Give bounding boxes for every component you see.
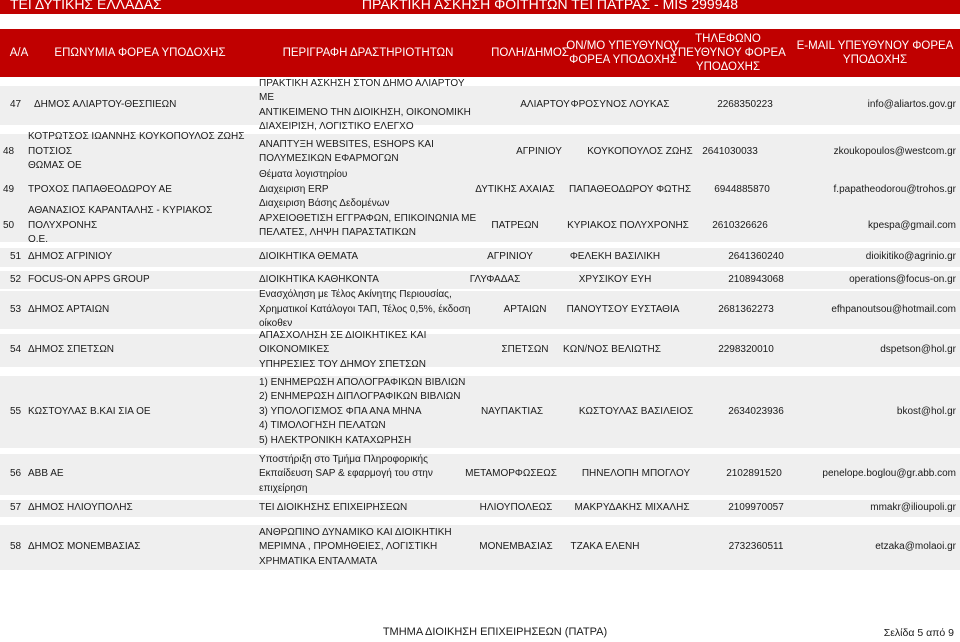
- host-name: ΔΗΜΟΣ ΑΓΡΙΝΙΟΥ: [28, 251, 113, 263]
- city: ΑΓΡΙΝΙΟΥ: [487, 251, 533, 263]
- phone: 2681362273: [718, 303, 774, 315]
- table-row: [0, 454, 960, 495]
- contact-person: ΚΥΡΙΑΚΟΣ ΠΟΛΥΧΡΟΝΗΣ: [567, 219, 689, 231]
- row-number: 55: [10, 405, 22, 417]
- table-row: [0, 376, 960, 448]
- program-title: ΠΡΑΚΤΙΚΗ ΑΣΚΗΣΗ ΦΟΙΤΗΤΩΝ ΤΕΙ ΠΑΤΡΑΣ - MIS 299948: [361, 0, 739, 12]
- email: penelope.boglou@gr.abb.com: [822, 468, 956, 480]
- email: efhpanoutsou@hotmail.com: [831, 303, 956, 315]
- contact-person: ΚΟΥΚΟΠΟΥΛΟΣ ΖΩΗΣ: [587, 145, 693, 157]
- contact-person: ΚΩΝ/ΝΟΣ ΒΕΛΙΩΤΗΣ: [563, 344, 661, 356]
- host-name: ΚΩΣΤΟΥΛΑΣ Β.ΚΑΙ ΣΙΑ ΟΕ: [28, 405, 151, 417]
- email: dioikitiko@agrinio.gr: [865, 251, 956, 263]
- activity-description: ΤΕΙ ΔΙΟΙΚΗΣΗΣ ΕΠΙΧΕΙΡΗΣΕΩΝ: [259, 502, 408, 514]
- email: info@aliartos.gov.gr: [867, 99, 956, 111]
- city: ΑΡΤΑΙΩΝ: [503, 303, 547, 315]
- activity-description: ΔΙΟΙΚΗΤΙΚΑ ΚΑΘΗΚΟΝΤΑ: [259, 273, 379, 285]
- contact-person: ΚΩΣΤΟΥΛΑΣ ΒΑΣΙΛΕΙΟΣ: [578, 405, 694, 417]
- table-row: [0, 77, 960, 132]
- header-desc: ΠΕΡΙΓΡΑΦΗ ΔΡΑΣΤΗΡΙΟΤΗΤΩΝ: [282, 47, 454, 59]
- row-number: 53: [10, 303, 22, 315]
- host-name: ABB AE: [28, 468, 64, 480]
- activity-description: 1) ΕΝΗΜΕΡΩΣΗ ΑΠΟΛΟΓΡΑΦΙΚΩΝ ΒΙΒΛΙΩΝ 2) ΕΝΗΜΕΡΩΣΗ ΔΙΠΛΟΓΡΑΦΙΚΩΝ ΒΙΒΛΙΩΝ 3) ΥΠΟΛΟΓΙΣΜΟΣ ΦΠΑ ΑΝΑ ΜΗΝΑ 4) ΤΙΜΟΛΟΓΗΣΗ ΠΕΛΑΤΩΝ 5) ΗΛΕΚΤΡΟΝΙΚΗ ΚΑΤΑΧΩΡΗΣΗ: [259, 376, 466, 446]
- phone: 2298320010: [718, 344, 774, 356]
- header-city: ΠΟΛΗ/ΔΗΜΟΣ: [491, 47, 569, 59]
- contact-person: ΦΕΛΕΚΗ ΒΑΣΙΛΙΚΗ: [569, 251, 661, 263]
- row-number: 52: [10, 273, 22, 285]
- city: ΝΑΥΠΑΚΤΙΑΣ: [480, 405, 544, 417]
- institution-name: ΤΕΙ ΔΥΤΙΚΗΣ ΕΛΛΑΔΑΣ: [10, 0, 162, 12]
- city: ΜΟΝΕΜΒΑΣΙΑΣ: [479, 541, 553, 553]
- row-number: 50: [3, 219, 15, 231]
- row-number: 58: [10, 541, 22, 553]
- city: ΔΥΤΙΚΗΣ ΑΧΑΙΑΣ: [475, 183, 555, 195]
- city: ΣΠΕΤΣΩΝ: [501, 344, 549, 356]
- table-row-group: [0, 131, 960, 246]
- top-banner: [0, 0, 960, 14]
- phone: 2610326626: [712, 219, 768, 231]
- activity-description: ΑΝΑΠΤΥΞΗ WEBSITES, ESHOPS ΚΑΙ ΠΟΛΥΜΕΣΙΚΩΝ ΕΦΑΡΜΟΓΩΝ: [259, 138, 434, 164]
- phone: 2634023936: [728, 405, 784, 417]
- header-aa: Α/Α: [9, 47, 29, 59]
- city: ΠΑΤΡΕΩΝ: [491, 219, 539, 231]
- contact-person: ΠΑΠΑΘΕΟΔΩΡΟΥ ΦΩΤΗΣ: [568, 183, 692, 195]
- phone: 2641360240: [728, 251, 784, 263]
- phone: 6944885870: [714, 183, 770, 195]
- activity-description: ΑΠΑΣΧΟΛΗΣΗ ΣΕ ΔΙΟΙΚΗΤΙΚΕΣ ΚΑΙ ΟΙΚΟΝΟΜΙΚΕΣ ΥΠΗΡΕΣΙΕΣ ΤΟΥ ΔΗΜΟΥ ΣΠΕΤΣΩΝ: [259, 329, 427, 370]
- header-email: E-MAIL ΥΠΕΥΘΥΝΟΥ ΦΟΡΕΑ ΥΠΟΔΟΧΗΣ: [796, 40, 954, 66]
- host-name: ΑΘΑΝΑΣΙΟΣ ΚΑΡΑΝΤΑΛΗΣ - ΚΥΡΙΑΚΟΣ ΠΟΛΥΧΡΟΝΗΣ Ο.Ε.: [28, 205, 213, 246]
- header-person: ΟΝ/ΜΟ ΥΠΕΥΘΥΝΟΥ ΦΟΡΕΑ ΥΠΟΔΟΧΗΣ: [566, 40, 680, 66]
- header-name: ΕΠΩΝΥΜΙΑ ΦΟΡΕΑ ΥΠΟΔΟΧΗΣ: [54, 47, 226, 59]
- phone: 2109970057: [728, 502, 784, 514]
- header-phone: ΤΗΛΕΦΩΝΟ ΥΠΕΥΘΥΝΟΥ ΦΟΡΕΑ ΥΠΟΔΟΧΗΣ: [670, 33, 786, 73]
- city: ΜΕΤΑΜΟΡΦΩΣΕΩΣ: [465, 468, 557, 480]
- email: zkoukopoulos@westcom.gr: [833, 145, 956, 157]
- row-number: 49: [3, 183, 15, 195]
- row-number: 54: [10, 344, 22, 356]
- phone: 2268350223: [717, 99, 773, 111]
- table-row: [0, 525, 960, 570]
- phone: 2102891520: [726, 468, 782, 480]
- email: bkost@hol.gr: [896, 405, 956, 417]
- email: mmakr@ilioupoli.gr: [870, 502, 956, 514]
- activity-description: ΠΡΑΚΤΙΚΗ ΑΣΚΗΣΗ ΣΤΟΝ ΔΗΜΟ ΑΛΙΑΡΤΟΥ ΜΕ ΑΝΤΙΚΕΙΜΕΝΟ ΤΗΝ ΔΙΟΙΚΗΣΗ, ΟΙΚΟΝΟΜΙΚΗ ΔΙΑΧΕΙΡΙΣΗ, ΛΟΓΙΣΤΙΚΟ ΕΛΕΓΧΟ: [259, 77, 471, 132]
- row-number: 48: [3, 145, 15, 157]
- table-row: [0, 500, 960, 517]
- contact-person: ΠΗΝΕΛΟΠΗ ΜΠΟΓΛΟΥ: [581, 468, 691, 480]
- activity-description: ΑΡΧΕΙΟΘΕΤΙΣΗ ΕΓΓΡΑΦΩΝ, ΕΠΙΚΟΙΝΩΝΙΑ ΜΕ ΠΕΛΑΤΕΣ, ΛΗΨΗ ΠΑΡΑΣΤΑΤΙΚΩΝ: [259, 212, 477, 238]
- contact-person: ΦΡΟΣΥΝΟΣ ΛΟΥΚΑΣ: [570, 99, 670, 111]
- activity-description: Ενασχόληση με Τέλος Ακίνητης Περιουσίας, Χρηματικοί Κατάλογοι ΤΑΠ, Τέλος 0,5%, έκδοση οίκοθεν: [259, 289, 471, 330]
- phone: 2108943068: [728, 273, 784, 285]
- row-number: 56: [10, 468, 22, 480]
- email: etzaka@molaoi.gr: [875, 541, 956, 553]
- city: ΑΓΡΙΝΙΟΥ: [516, 145, 562, 157]
- email: operations@focus-on.gr: [849, 273, 956, 285]
- activity-description: Υποστήριξη στο Τμήμα Πληροφορικής Εκπαίδευση SAP & εφαρμογή του στην επιχείρηση: [259, 453, 433, 494]
- page-number: Σελίδα 5 από 9: [883, 627, 954, 639]
- email: f.papatheodorou@trohos.gr: [833, 183, 956, 195]
- contact-person: ΜΑΚΡΥΔΑΚΗΣ ΜΙΧΑΛΗΣ: [574, 502, 690, 514]
- contact-person: ΠΑΝΟΥΤΣΟΥ ΕΥΣΤΑΘΙΑ: [566, 303, 680, 315]
- activity-description: ΑΝΘΡΩΠΙΝΟ ΔΥΝΑΜΙΚΟ ΚΑΙ ΔΙΟΙΚΗΤΙΚΗ ΜΕΡΙΜΝΑ , ΠΡΟΜΗΘΕΙΕΣ, ΛΟΓΙΣΤΙΚΗ ΧΡΗΜΑΤΙΚΑ ΕΝΤΑΛΜΑΤΑ: [259, 526, 452, 567]
- host-name: ΔΗΜΟΣ ΑΡΤΑΙΩΝ: [28, 303, 110, 315]
- host-name: FOCUS-ON APPS GROUP: [28, 273, 150, 285]
- activity-description: Θέματα λογιστηρίου Διαχειριση ERP Διαχειριση Βάσης Δεδομένων: [259, 169, 390, 210]
- city: ΓΛΥΦΑΔΑΣ: [469, 273, 521, 285]
- footer-department: ΤΜΗΜΑ ΔΙΟΙΚΗΣΗ ΕΠΙΧΕΙΡΗΣΕΩΝ (ΠΑΤΡΑ): [382, 626, 608, 638]
- city: ΑΛΙΑΡΤΟΥ: [520, 99, 570, 111]
- table-row: [0, 329, 960, 370]
- contact-person: ΧΡΥΣΙΚΟΥ ΕΥΗ: [578, 273, 652, 285]
- host-name: ΚΟΤΡΩΤΣΟΣ ΙΩΑΝΝΗΣ ΚΟΥΚΟΠΟΥΛΟΣ ΖΩΗΣ ΠΟΤΣΙΟΣ ΘΩΜΑΣ ΟΕ: [28, 131, 245, 172]
- host-name: ΔΗΜΟΣ ΣΠΕΤΣΩΝ: [28, 344, 115, 356]
- row-number: 51: [10, 251, 22, 263]
- host-name: ΤΡΟΧΟΣ ΠΑΠΑΘΕΟΔΩΡΟΥ ΑΕ: [28, 183, 172, 195]
- table-row: [0, 291, 960, 329]
- table-row: [0, 248, 960, 267]
- table-row: [0, 271, 960, 289]
- phone: 2641030033: [702, 145, 758, 157]
- phone: 2732360511: [728, 541, 784, 553]
- host-name: ΔΗΜΟΣ ΜΟΝΕΜΒΑΣΙΑΣ: [28, 541, 141, 553]
- email: kpespa@gmail.com: [868, 219, 956, 231]
- row-number: 57: [10, 502, 22, 514]
- activity-description: ΔΙΟΙΚΗΤΙΚΑ ΘΕΜΑΤΑ: [259, 251, 359, 263]
- host-name: ΔΗΜΟΣ ΗΛΙΟΥΠΟΛΗΣ: [28, 502, 133, 514]
- row-number: 47: [10, 99, 22, 111]
- contact-person: ΤΖΑΚΑ ΕΛΕΝΗ: [570, 541, 640, 553]
- table-header: [0, 29, 960, 77]
- city: ΗΛΙΟΥΠΟΛΕΩΣ: [479, 502, 553, 514]
- email: dspetson@hol.gr: [880, 344, 956, 356]
- host-name: ΔΗΜΟΣ ΑΛΙΑΡΤΟΥ-ΘΕΣΠΙΕΩΝ: [34, 99, 177, 111]
